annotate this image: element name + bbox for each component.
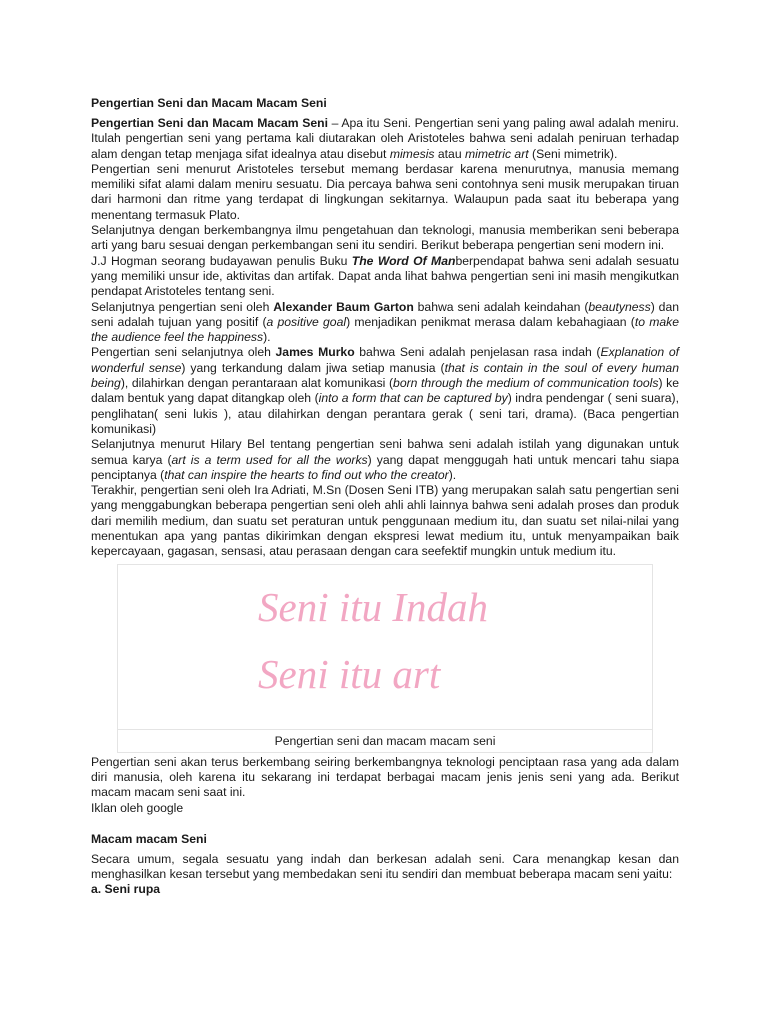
bold-term: Pengertian Seni dan Macam Macam Seni bbox=[91, 116, 328, 130]
book-title: The Word Of Man bbox=[351, 253, 456, 268]
italic-term: born through the medium of communication tools bbox=[393, 376, 659, 391]
italic-term: Explanation of wonderful sense bbox=[91, 345, 679, 375]
text-run: ) yang terkandung dalam jiwa setiap manusia ( bbox=[181, 360, 445, 375]
figure-image bbox=[117, 564, 653, 753]
figure-line-2: Seni itu art bbox=[258, 650, 441, 697]
text-run: bahwa Seni adalah penjelasan rasa indah ( bbox=[354, 345, 601, 360]
text-run: Pengertian seni selanjutnya oleh bbox=[91, 345, 276, 360]
text-run: – Apa itu Seni. Pengertian seni yang paling awal adalah meniru. Itulah pengertian seni yang pertama kali diutarakan oleh Aristoteles bahwa seni adalah peniruan terhadap alam dengan tetap menjaga sifat idealnya atau disebut bbox=[91, 116, 679, 161]
text-run: bahwa seni adalah keindahan ( bbox=[413, 299, 589, 314]
italic-term: into a form that can be captured by bbox=[318, 391, 508, 406]
article-content bbox=[91, 96, 679, 898]
italic-term: mimesis bbox=[389, 146, 435, 161]
text-run: (Seni mimetrik). bbox=[528, 146, 618, 161]
text-run: atau bbox=[434, 146, 465, 161]
italic-term: to make the audience feel the happiness bbox=[91, 314, 680, 345]
paragraph-hogman bbox=[91, 254, 679, 300]
text-run: Selanjutnya menurut Hilary Bel tentang pengertian seni bahwa seni adalah istilah yang digunakan untuk semua karya ( bbox=[91, 437, 679, 467]
italic-term: that is contain in the soul of every human being bbox=[91, 360, 679, 391]
paragraph-murko bbox=[91, 345, 679, 437]
text-run: ), dilahirkan dengan perantaraan alat komunikasi ( bbox=[120, 376, 394, 391]
bold-name: James Murko bbox=[275, 345, 355, 360]
text-run: ) yang dapat menggugah hati untuk mencari tahu siapa penciptanya ( bbox=[91, 452, 679, 482]
subsection-label: a. Seni rupa bbox=[91, 882, 161, 897]
text-run: Selanjutnya pengertian seni oleh bbox=[91, 299, 274, 314]
italic-term: mimetric art bbox=[465, 146, 529, 161]
italic-term: beautyness bbox=[588, 299, 651, 314]
paragraph-general: Secara umum, segala sesuatu yang indah dan berkesan adalah seni. Cara menangkap kesan dan menghasilkan kesan tersebut yang membedakan seni itu sendiri dan membuat beberapa macam seni yaitu: bbox=[91, 851, 679, 882]
article-title: Pengertian Seni dan Macam Macam Seni bbox=[91, 96, 327, 110]
subsection-title bbox=[91, 882, 679, 897]
figure-caption: Pengertian seni dan macam macam seni bbox=[274, 733, 496, 748]
figure-artwork bbox=[118, 565, 652, 730]
paragraph-modern: Selanjutnya dengan berkembangnya ilmu pengetahuan dan teknologi, manusia memberikan seni beberapa arti yang baru sesuai dengan perkembangan seni itu sendiri. Berikut beberapa pengertian seni modern ini. bbox=[91, 223, 679, 253]
italic-term: art is a term used for all the works bbox=[171, 452, 368, 467]
text-run: ). bbox=[448, 467, 457, 482]
spacer bbox=[91, 816, 679, 832]
text-run: ) dan seni adalah tujuan yang positif ( bbox=[91, 299, 679, 329]
paragraph-aristoteles: Pengertian seni menurut Aristoteles tersebut memang berdasar karena menurutnya, manusia memang memiliki sifat alami dalam meniru sesuatu. Dia percaya bahwa seni contohnya seni musik merupakan tiruan dari harmoni dan ritme yang terdapat di lingkungan sekitarnya. Walaupun pada saat itu beberapa yang menentang termasuk Plato. bbox=[91, 161, 679, 222]
paragraph-adriati: Terakhir, pengertian seni oleh Ira Adriati, M.Sn (Dosen Seni ITB) yang merupakan salah satu pengertian seni yang menggabungkan beberapa pengertian seni oleh ahli ahli lainnya bahwa seni adalah proses dan produk dari memilih medium, dan suatu set peraturan untuk penggunaan medium itu, dan suatu set nilai-nilai yang menentukan apa yang pantas dikirimkan dengan ekspresi lewat medium itu, untuk menyampaikan baik kepercayaan, gagasan, sensasi, atau perasaan dengan cara seefektif mungkin untuk medium itu. bbox=[91, 483, 679, 559]
figure-line-1: Seni itu Indah bbox=[258, 583, 489, 630]
text-run: berpendapat bahwa seni adalah sesuatu yang memiliki unsur ide, aktivitas dan artifak. Dapat anda lihat bahwa pengertian seni ini masih mengikutkan pendapat Aristoteles tentang seni. bbox=[91, 253, 679, 299]
section-title: Macam macam Seni bbox=[91, 831, 207, 846]
ad-note: Iklan oleh google bbox=[91, 800, 184, 815]
paragraph-garton bbox=[91, 300, 679, 346]
bold-name: Alexander Baum Garton bbox=[273, 299, 414, 314]
paragraph-intro bbox=[91, 116, 679, 162]
italic-term: that can inspire the hearts to find out who the creator bbox=[164, 467, 449, 482]
paragraph-hilary-bel bbox=[91, 437, 679, 483]
text-run: ) menjadikan penikmat merasa dalam kebahagiaan ( bbox=[346, 314, 635, 329]
italic-term: a positive goal bbox=[266, 314, 347, 329]
text-run: ) indra pendengar ( seni suara), penglihatan( seni lukis ), atau dilahirkan dengan perantara gerak ( seni tari, drama). (Baca pengertian komunikasi) bbox=[91, 391, 679, 436]
text-run: ) ke dalam bentuk yang dapat ditangkap oleh ( bbox=[91, 376, 679, 406]
text-run: ). bbox=[263, 330, 271, 345]
paragraph-development: Pengertian seni akan terus berkembang seiring berkembangnya teknologi penciptaan rasa yang ada dalam diri manusia, oleh karena itu sekarang ini terdapat berbagai macam jenis jenis seni yang ada. Berikut macam macam seni saat ini. bbox=[91, 754, 679, 800]
text-run: J.J Hogman seorang budayawan penulis Buku bbox=[91, 253, 352, 268]
